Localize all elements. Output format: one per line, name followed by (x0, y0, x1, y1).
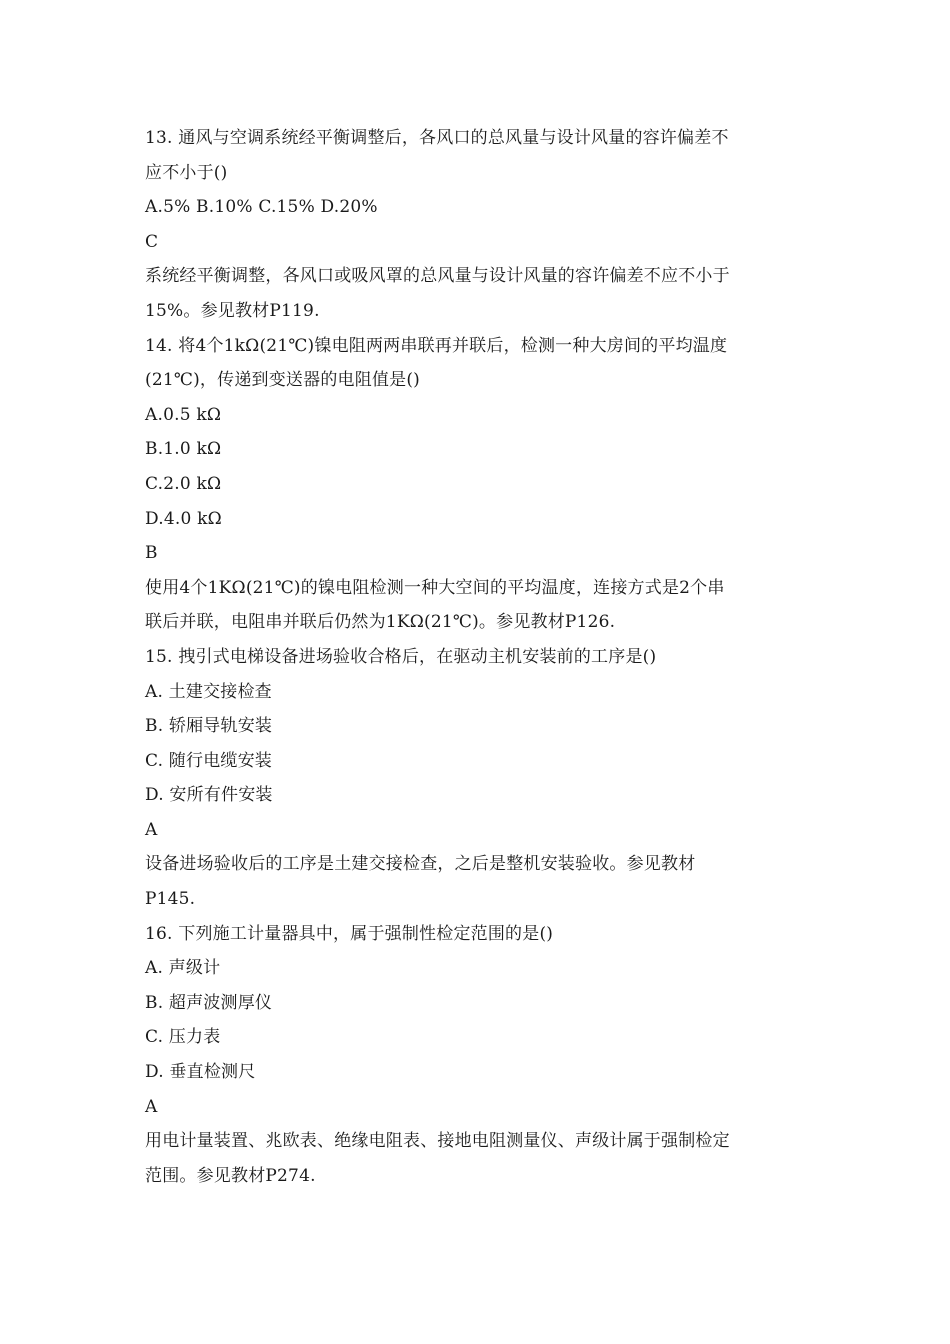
question-14-text-line-1: 14. 将4个1kΩ(21℃)镍电阻两两串联再并联后，检测一种大房间的平均温度 (145, 335, 728, 356)
question-14-explanation-line-2: 联后并联，电阻串并联后仍然为1KΩ(21℃)。参见教材P126. (145, 612, 616, 633)
question-16-option-d: D. 垂直检测尺 (145, 1062, 256, 1083)
question-15-option-d: D. 安所有件安装 (145, 785, 273, 806)
question-15-option-c: C. 随行电缆安装 (145, 750, 273, 771)
question-15-option-b: B. 轿厢导轨安装 (145, 716, 273, 737)
question-15-explanation-line-2: P145. (145, 889, 196, 910)
question-13-text-line-1: 13. 通风与空调系统经平衡调整后，各风口的总风量与设计风量的容许偏差不 (145, 128, 729, 148)
question-15-explanation-line-1: 设备进场验收后的工序是土建交接检查，之后是整机安装验收。参见教材 (145, 854, 696, 875)
question-14-option-a: A.0.5 kΩ (145, 404, 222, 425)
question-13-explanation-line-1: 系统经平衡调整，各风口或吸风罩的总风量与设计风量的容许偏差不应不小于 (145, 266, 730, 287)
document-page (145, 121, 805, 1193)
question-14-option-b: B.1.0 kΩ (145, 439, 222, 460)
question-14-answer: B (145, 543, 158, 564)
question-16-option-a: A. 声级计 (145, 958, 221, 979)
question-14-option-d: D.4.0 kΩ (145, 508, 222, 529)
question-13-answer: C (145, 231, 159, 252)
question-15-answer: A (145, 819, 158, 840)
question-13-text-line-2: 应不小于() (145, 162, 228, 183)
question-15-option-a: A. 土建交接检查 (145, 681, 272, 702)
question-14-text-line-2: (21℃)，传递到变送器的电阻值是() (145, 370, 420, 391)
question-16-explanation-line-1: 用电计量装置、兆欧表、绝缘电阻表、接地电阻测量仪、声级计属于强制检定 (145, 1131, 730, 1152)
question-16-option-b: B. 超声波测厚仪 (145, 992, 273, 1013)
question-15-text: 15. 拽引式电梯设备进场验收合格后，在驱动主机安装前的工序是() (145, 646, 657, 667)
question-14-explanation-line-1: 使用4个1KΩ(21℃)的镍电阻检测一种大空间的平均温度，连接方式是2个串 (145, 577, 725, 598)
question-16-option-c: C. 压力表 (145, 1027, 221, 1048)
question-13-explanation-line-2: 15%。参见教材P119. (145, 300, 320, 321)
question-13-options: A.5% B.10% C.15% D.20% (145, 197, 378, 218)
question-16-answer: A (145, 1096, 158, 1117)
question-14-option-c: C.2.0 kΩ (145, 473, 222, 494)
question-16-text: 16. 下列施工计量器具中，属于强制性检定范围的是() (145, 923, 554, 944)
question-16-explanation-line-2: 范围。参见教材P274. (145, 1165, 316, 1186)
